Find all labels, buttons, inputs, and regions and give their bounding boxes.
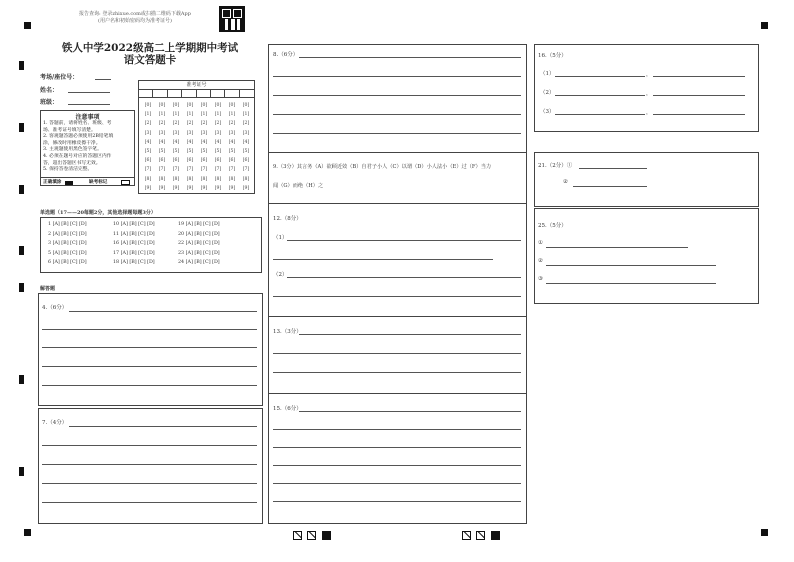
page-subtitle: 语文答题卡 bbox=[123, 54, 177, 66]
exam-id-bubble[interactable]: [1] bbox=[158, 112, 166, 118]
exam-id-bubble[interactable]: [3] bbox=[186, 130, 194, 136]
timing-mark bbox=[19, 375, 24, 384]
exam-id-bubble[interactable]: [8] bbox=[186, 176, 194, 182]
choice-row[interactable]: 2 [A] [B] [C] [D] bbox=[48, 231, 87, 237]
answer-line[interactable] bbox=[42, 445, 257, 446]
choice-row[interactable]: 11 [A] [B] [C] [D] bbox=[113, 231, 155, 237]
notice-line: 答，超出答题区书写无效。 bbox=[43, 160, 101, 166]
q16-3-label: （3） bbox=[540, 109, 555, 115]
answer-line[interactable] bbox=[299, 411, 521, 412]
notice-line: 场、准考证号填写清楚。 bbox=[43, 127, 96, 133]
exam-id-bubble[interactable]: [7] bbox=[144, 167, 152, 173]
timing-mark bbox=[19, 123, 24, 132]
exam-id-bubble[interactable]: [4] bbox=[158, 139, 166, 145]
answer-line[interactable] bbox=[273, 465, 521, 466]
answer-line[interactable] bbox=[273, 483, 521, 484]
name-label: 姓名： bbox=[40, 87, 59, 94]
timing-mark bbox=[19, 467, 24, 476]
q21-2-label: ② bbox=[563, 179, 568, 185]
page-marker-solid bbox=[491, 531, 500, 540]
q9-line1: 9.（3分）其言务（A）欲顾近效（B）自君子小人（C）以谓（D）小人法小（E）过（F）当力 bbox=[273, 164, 492, 170]
answer-line[interactable] bbox=[69, 311, 257, 312]
exam-id-bubble[interactable]: [4] bbox=[228, 139, 236, 145]
answer-line[interactable] bbox=[299, 334, 521, 335]
exam-id-bubble[interactable]: [9] bbox=[214, 185, 222, 191]
answer-line[interactable] bbox=[42, 483, 257, 484]
notice-line: 4. 必须在题号对应的答题区内作 bbox=[43, 153, 112, 159]
choice-row[interactable]: 22 [A] [B] [C] [D] bbox=[178, 241, 220, 247]
choice-row[interactable]: 19 [A] [B] [C] [D] bbox=[178, 222, 220, 227]
notice-line: 2. 客观题答题必须使用2B铅笔填 bbox=[43, 134, 114, 140]
q7-label: 7.（4分） bbox=[42, 420, 68, 426]
answer-line[interactable] bbox=[299, 57, 521, 58]
exam-id-bubble[interactable]: [5] bbox=[172, 149, 180, 155]
answer-line[interactable] bbox=[546, 247, 688, 248]
choice-row[interactable]: 18 [A] [B] [C] [D] bbox=[113, 260, 155, 266]
exam-id-bubble[interactable]: [8] bbox=[214, 176, 222, 182]
notice-lines bbox=[41, 121, 134, 174]
choice-row[interactable]: 16 [A] [B] [C] [D] bbox=[113, 241, 155, 247]
seat-field[interactable] bbox=[95, 79, 111, 80]
exam-id-bubble[interactable]: [1] bbox=[144, 112, 152, 118]
choice-row[interactable]: 24 [A] [B] [C] [D] bbox=[178, 260, 220, 266]
notice-heading: 注意事项 bbox=[75, 114, 100, 121]
exam-id-label: 准考证号 bbox=[139, 81, 254, 90]
answer-box-q16[interactable] bbox=[534, 44, 759, 132]
class-label: 班级： bbox=[40, 99, 59, 106]
exam-id-bubble[interactable]: [1] bbox=[214, 112, 222, 118]
exam-id-digit-column bbox=[142, 101, 154, 193]
answer-line[interactable] bbox=[555, 95, 645, 96]
exam-id-bubble[interactable]: [5] bbox=[200, 149, 208, 155]
choice-row[interactable]: 10 [A] [B] [C] [D] bbox=[113, 222, 155, 227]
exam-id-bubble[interactable]: [0] bbox=[172, 103, 180, 108]
page-marker-slash bbox=[462, 531, 471, 540]
choice-row[interactable]: 5 [A] [B] [C] [D] bbox=[48, 250, 87, 256]
answer-line[interactable] bbox=[273, 133, 521, 134]
q8-label: 8.（6分） bbox=[273, 52, 299, 58]
q25-3-label: ③ bbox=[538, 276, 543, 282]
exam-id-bubble[interactable]: [3] bbox=[228, 130, 236, 136]
report-notice bbox=[60, 11, 210, 25]
answer-line[interactable] bbox=[273, 296, 521, 297]
absent-checkbox[interactable] bbox=[121, 180, 130, 185]
exam-id-bubble[interactable]: [7] bbox=[158, 167, 166, 173]
exam-id-bubble[interactable]: [8] bbox=[158, 176, 166, 182]
exam-id-bubble[interactable]: [4] bbox=[214, 139, 222, 145]
page-title: 铁人中学2022级高二上学期期中考试 bbox=[61, 42, 239, 54]
exam-id-bubble[interactable]: [0] bbox=[242, 103, 250, 108]
exam-id-bubble[interactable]: [6] bbox=[144, 158, 152, 164]
correct-fill-swatch bbox=[65, 181, 73, 185]
exam-id-bubble[interactable]: [4] bbox=[186, 139, 194, 145]
report-notice-line1: 报告查询: 登录zhixue.com或扫描二维码下载App bbox=[79, 11, 191, 17]
exam-id-bubble[interactable]: [6] bbox=[172, 158, 180, 164]
q25-2-label: ② bbox=[538, 258, 543, 264]
exam-id-bubble[interactable]: [9] bbox=[242, 185, 250, 191]
answer-box-q7[interactable] bbox=[38, 408, 263, 524]
exam-id-bubble[interactable]: [0] bbox=[158, 103, 166, 108]
answer-line[interactable] bbox=[273, 429, 521, 430]
answer-line[interactable] bbox=[273, 95, 521, 96]
answer-line[interactable] bbox=[69, 426, 257, 427]
answer-line[interactable] bbox=[653, 95, 745, 96]
exam-id-bubble[interactable]: [1] bbox=[228, 112, 236, 118]
comma: ， bbox=[646, 110, 652, 116]
exam-id-bubble[interactable]: [5] bbox=[242, 149, 250, 155]
exam-id-bubble[interactable]: [2] bbox=[186, 121, 194, 127]
q25-1-label: ① bbox=[538, 240, 543, 246]
q16-2-label: （2） bbox=[540, 90, 555, 96]
exam-id-bubble[interactable]: [8] bbox=[172, 176, 180, 182]
report-notice-line2: (用户名和初始密码均为准考证号) bbox=[98, 18, 172, 24]
choice-row[interactable]: 1 [A] [B] [C] [D] bbox=[48, 222, 87, 227]
answer-box-q21[interactable] bbox=[534, 152, 759, 207]
page-marker-slash bbox=[307, 531, 316, 540]
exam-id-bubble[interactable]: [9] bbox=[228, 185, 236, 191]
answer-line[interactable] bbox=[573, 186, 647, 187]
exam-id-bubble[interactable]: [0] bbox=[200, 103, 208, 108]
notice-line: 3. 主观题使用黑色签字笔。 bbox=[43, 147, 102, 153]
answer-line[interactable] bbox=[273, 501, 521, 502]
answer-line[interactable] bbox=[287, 277, 521, 278]
q13-label: 13.（3分） bbox=[273, 329, 302, 335]
exam-id-bubble[interactable]: [3] bbox=[158, 130, 166, 136]
corner-mark-bl bbox=[24, 529, 31, 536]
qr-code bbox=[219, 6, 245, 32]
exam-id-bubble[interactable]: [8] bbox=[228, 176, 236, 182]
exam-id-digit-column bbox=[156, 101, 168, 193]
exam-id-bubble[interactable]: [3] bbox=[214, 130, 222, 136]
exam-id-bubble[interactable]: [2] bbox=[200, 121, 208, 127]
exam-id-bubble[interactable]: [4] bbox=[242, 139, 250, 145]
divider bbox=[269, 203, 526, 204]
exam-id-bubble[interactable]: [2] bbox=[228, 121, 236, 127]
exam-id-digit-column bbox=[226, 101, 238, 193]
exam-id-bubble[interactable]: [1] bbox=[186, 112, 194, 118]
exam-id-bubble[interactable]: [7] bbox=[186, 167, 194, 173]
q12-2-label: （2） bbox=[273, 272, 288, 278]
corner-mark-br bbox=[761, 529, 768, 536]
exam-id-bubble[interactable]: [0] bbox=[214, 103, 222, 108]
exam-id-write-cell[interactable] bbox=[197, 90, 211, 98]
answer-box-q25[interactable] bbox=[534, 208, 759, 304]
exam-id-bubble[interactable]: [1] bbox=[200, 112, 208, 118]
answer-line[interactable] bbox=[546, 283, 716, 284]
exam-id-bubble[interactable]: [5] bbox=[144, 149, 152, 155]
answer-line[interactable] bbox=[42, 464, 257, 465]
subjective-heading: 解答题 bbox=[40, 286, 56, 292]
exam-id-write-cells bbox=[139, 90, 254, 98]
q16-1-label: （1） bbox=[540, 71, 555, 77]
exam-id-bubble[interactable]: [4] bbox=[200, 139, 208, 145]
name-field[interactable] bbox=[68, 92, 110, 93]
exam-id-bubble[interactable]: [2] bbox=[158, 121, 166, 127]
exam-id-digit-column bbox=[240, 101, 252, 193]
exam-id-digit-column bbox=[184, 101, 196, 193]
exam-id-write-cell[interactable] bbox=[182, 90, 196, 98]
choice-row[interactable]: 3 [A] [B] [C] [D] bbox=[48, 241, 87, 247]
exam-id-bubble[interactable]: [0] bbox=[144, 103, 152, 108]
seat-label: 考场/座位号： bbox=[40, 74, 79, 81]
fill-example-row bbox=[41, 177, 134, 186]
answer-line[interactable] bbox=[42, 347, 257, 348]
page-marker-slash bbox=[293, 531, 302, 540]
comma: ， bbox=[646, 72, 652, 78]
exam-id-bubble[interactable]: [2] bbox=[144, 121, 152, 127]
exam-id-bubble[interactable]: [3] bbox=[172, 130, 180, 136]
divider bbox=[269, 152, 526, 153]
q21-label: 21.（2分）① bbox=[538, 163, 573, 169]
q4-label: 4.（6分） bbox=[42, 305, 68, 311]
answer-column-middle bbox=[268, 44, 527, 524]
exam-id-grid bbox=[138, 80, 255, 194]
exam-id-bubble[interactable]: [7] bbox=[228, 167, 236, 173]
page-marker-slash bbox=[476, 531, 485, 540]
exam-id-bubble[interactable]: [3] bbox=[242, 130, 250, 136]
q9-line2: 闻（G）而绝（H）之 bbox=[273, 183, 324, 189]
answer-line[interactable] bbox=[555, 114, 645, 115]
exam-id-bubble[interactable]: [7] bbox=[200, 167, 208, 173]
q12-label: 12.（8分） bbox=[273, 216, 302, 222]
exam-id-bubble[interactable]: [4] bbox=[144, 139, 152, 145]
exam-id-bubble[interactable]: [8] bbox=[200, 176, 208, 182]
comma: ， bbox=[646, 91, 652, 97]
exam-id-bubble[interactable]: [5] bbox=[228, 149, 236, 155]
page-marker-solid bbox=[322, 531, 331, 540]
choice-row[interactable]: 20 [A] [B] [C] [D] bbox=[178, 231, 220, 237]
timing-mark bbox=[19, 283, 24, 292]
exam-id-bubble[interactable]: [3] bbox=[144, 130, 152, 136]
choice-row[interactable]: 17 [A] [B] [C] [D] bbox=[113, 250, 155, 256]
exam-id-bubble[interactable]: [2] bbox=[172, 121, 180, 127]
exam-id-write-cell[interactable] bbox=[240, 90, 254, 98]
q12-1-label: （1） bbox=[273, 235, 288, 241]
exam-id-bubble[interactable]: [7] bbox=[172, 167, 180, 173]
exam-id-columns bbox=[139, 101, 254, 193]
exam-id-bubble[interactable]: [9] bbox=[144, 185, 152, 191]
exam-id-bubble[interactable]: [4] bbox=[172, 139, 180, 145]
class-field[interactable] bbox=[68, 104, 110, 105]
answer-line[interactable] bbox=[546, 265, 716, 266]
answer-line[interactable] bbox=[273, 447, 521, 448]
exam-id-digit-column bbox=[170, 101, 182, 193]
q15-label: 15.（6分） bbox=[273, 406, 302, 412]
answer-line[interactable] bbox=[273, 372, 521, 373]
timing-mark bbox=[19, 185, 24, 194]
exam-id-bubble[interactable]: [8] bbox=[144, 176, 152, 182]
exam-id-bubble[interactable]: [5] bbox=[158, 149, 166, 155]
exam-id-bubble[interactable]: [2] bbox=[214, 121, 222, 127]
answer-box-q4[interactable] bbox=[38, 293, 263, 406]
divider bbox=[269, 316, 526, 317]
exam-id-digit-column bbox=[198, 101, 210, 193]
answer-line[interactable] bbox=[287, 240, 521, 241]
exam-id-bubble[interactable]: [6] bbox=[228, 158, 236, 164]
answer-line[interactable] bbox=[653, 76, 745, 77]
objective-heading: 单选题（17——20每题2分，其他选择题每题3分） bbox=[40, 210, 156, 216]
exam-id-bubble[interactable]: [6] bbox=[242, 158, 250, 164]
exam-id-write-cell[interactable] bbox=[153, 90, 167, 98]
answer-line[interactable] bbox=[42, 502, 257, 503]
exam-id-bubble[interactable]: [7] bbox=[242, 167, 250, 173]
exam-id-write-cell[interactable] bbox=[139, 90, 153, 98]
exam-id-bubble[interactable]: [0] bbox=[228, 103, 236, 108]
exam-id-bubble[interactable]: [9] bbox=[186, 185, 194, 191]
exam-id-bubble[interactable]: [6] bbox=[186, 158, 194, 164]
answer-line[interactable] bbox=[42, 366, 257, 367]
corner-mark-tl bbox=[24, 22, 31, 29]
exam-id-bubble[interactable]: [6] bbox=[214, 158, 222, 164]
exam-id-bubble[interactable]: [6] bbox=[158, 158, 166, 164]
divider bbox=[269, 393, 526, 394]
exam-id-bubble[interactable]: [0] bbox=[186, 103, 194, 108]
exam-id-bubble[interactable]: [5] bbox=[186, 149, 194, 155]
exam-id-bubble[interactable]: [5] bbox=[214, 149, 222, 155]
exam-id-bubble[interactable]: [3] bbox=[200, 130, 208, 136]
exam-id-bubble[interactable]: [8] bbox=[242, 176, 250, 182]
timing-mark bbox=[19, 61, 24, 70]
choice-row[interactable]: 6 [A] [B] [C] [D] bbox=[48, 260, 87, 266]
exam-id-bubble[interactable]: [1] bbox=[172, 112, 180, 118]
corner-mark-tr bbox=[761, 22, 768, 29]
answer-line[interactable] bbox=[42, 385, 257, 386]
exam-id-write-cell[interactable] bbox=[225, 90, 239, 98]
absent-label: 缺考标记 bbox=[89, 180, 108, 185]
answer-line[interactable] bbox=[579, 168, 647, 169]
exam-id-digit-column bbox=[212, 101, 224, 193]
exam-id-bubble[interactable]: [7] bbox=[214, 167, 222, 173]
correct-fill-label: 正确填涂 bbox=[43, 180, 62, 185]
answer-line[interactable] bbox=[555, 76, 645, 77]
exam-id-bubble[interactable]: [9] bbox=[172, 185, 180, 191]
exam-id-bubble[interactable]: [2] bbox=[242, 121, 250, 127]
answer-line[interactable] bbox=[273, 353, 521, 354]
notice-line: 5. 保持答卷清洁完整。 bbox=[43, 167, 93, 173]
exam-id-bubble[interactable]: [6] bbox=[200, 158, 208, 164]
exam-id-write-cell[interactable] bbox=[168, 90, 182, 98]
exam-id-bubble[interactable]: [9] bbox=[158, 185, 166, 191]
notice-line: 涂，修改时用橡皮擦干净。 bbox=[43, 140, 101, 146]
choice-row[interactable]: 23 [A] [B] [C] [D] bbox=[178, 250, 220, 256]
q25-label: 25.（5分） bbox=[538, 223, 567, 229]
answer-line[interactable] bbox=[273, 114, 521, 115]
exam-id-bubble[interactable]: [9] bbox=[200, 185, 208, 191]
q16-label: 16.（5分） bbox=[538, 53, 567, 59]
answer-line[interactable] bbox=[653, 114, 745, 115]
notice-line: 1. 答题前，请将姓名、班级、考 bbox=[43, 121, 112, 126]
notice-box bbox=[40, 110, 135, 186]
timing-mark bbox=[19, 246, 24, 255]
answer-line[interactable] bbox=[273, 76, 521, 77]
exam-id-write-cell[interactable] bbox=[211, 90, 225, 98]
answer-line[interactable] bbox=[42, 329, 257, 330]
answer-line[interactable] bbox=[273, 259, 493, 260]
exam-id-bubble[interactable]: [1] bbox=[242, 112, 250, 118]
objective-box bbox=[40, 217, 262, 273]
